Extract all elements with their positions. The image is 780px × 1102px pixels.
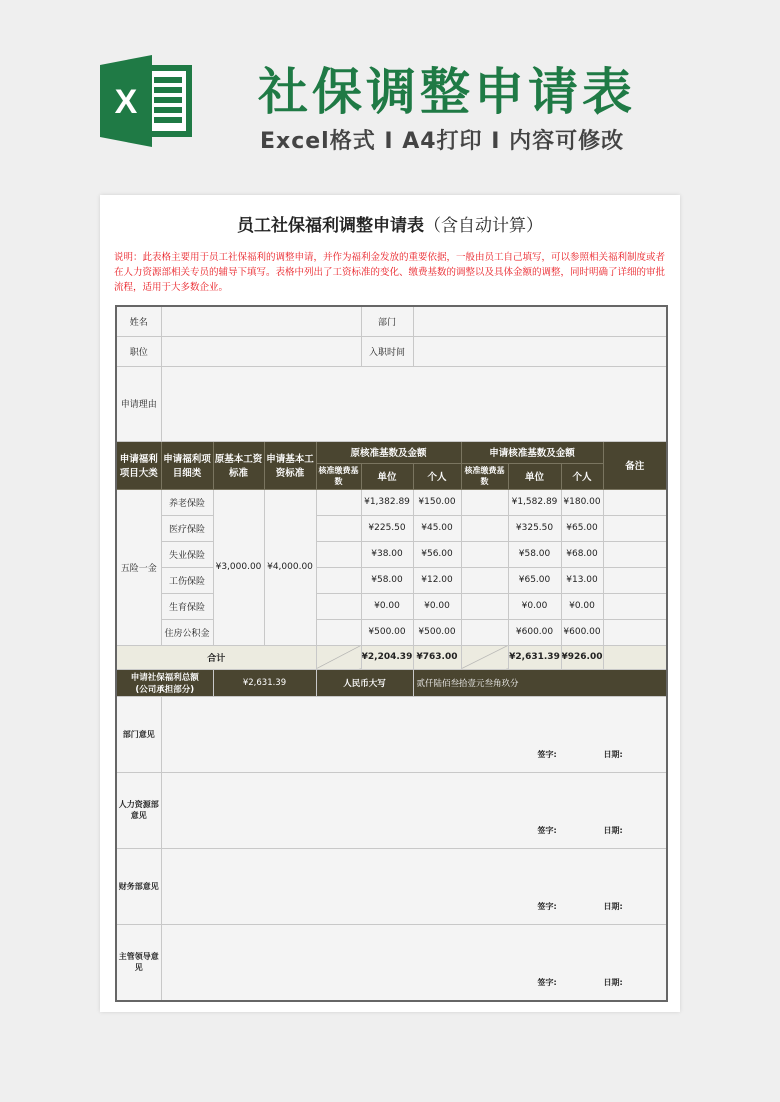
dept-field[interactable] bbox=[413, 306, 667, 336]
sign-label: 签字: bbox=[537, 901, 557, 911]
remark-cell[interactable] bbox=[603, 489, 667, 515]
banner-subtitle: Excel格式 I A4打印 I 内容可修改 bbox=[260, 129, 625, 154]
orig-unit-cell: ¥0.00 bbox=[361, 593, 413, 619]
position-label: 职位 bbox=[116, 336, 161, 366]
date-label: 日期: bbox=[603, 977, 623, 987]
new-unit-cell: ¥1,582.89 bbox=[508, 489, 561, 515]
date-label: 日期: bbox=[603, 825, 623, 835]
header-subcategory: 申请福利项目细类 bbox=[161, 441, 213, 489]
header-category: 申请福利项目大类 bbox=[116, 441, 161, 489]
total-new-unit: ¥2,631.39 bbox=[508, 645, 561, 669]
opinion-row bbox=[116, 772, 667, 848]
orig-unit-cell: ¥58.00 bbox=[361, 567, 413, 593]
item-name: 医疗保险 bbox=[161, 515, 213, 541]
total-orig-personal: ¥763.00 bbox=[413, 645, 461, 669]
total-diagonal bbox=[316, 645, 361, 669]
name-field[interactable] bbox=[161, 306, 361, 336]
new-unit-cell: ¥325.50 bbox=[508, 515, 561, 541]
table-row bbox=[116, 593, 667, 619]
opinion-field[interactable] bbox=[161, 924, 667, 1001]
doc-title: 员工社保福利调整申请表（含自动计算） bbox=[237, 216, 543, 236]
summary-value: ¥2,631.39 bbox=[213, 669, 316, 696]
date-label: 日期: bbox=[603, 749, 623, 759]
orig-unit-cell: ¥38.00 bbox=[361, 541, 413, 567]
new-personal-cell: ¥600.00 bbox=[561, 619, 603, 645]
total-label: 合计 bbox=[116, 645, 316, 669]
total-new-personal: ¥926.00 bbox=[561, 645, 603, 669]
orig-base-cell[interactable] bbox=[316, 619, 361, 645]
rmb-label: 人民币大写 bbox=[316, 669, 413, 696]
header-new-unit: 单位 bbox=[508, 463, 561, 489]
table-row bbox=[116, 567, 667, 593]
opinion-label: 财务部意见 bbox=[116, 848, 161, 924]
table-row bbox=[116, 489, 667, 515]
remark-cell[interactable] bbox=[603, 567, 667, 593]
date-label: 日期: bbox=[603, 901, 623, 911]
new-wage-cell: ¥4,000.00 bbox=[264, 489, 316, 645]
total-remark[interactable] bbox=[603, 645, 667, 669]
new-unit-cell: ¥600.00 bbox=[508, 619, 561, 645]
orig-personal-cell: ¥45.00 bbox=[413, 515, 461, 541]
orig-unit-cell: ¥500.00 bbox=[361, 619, 413, 645]
orig-personal-cell: ¥150.00 bbox=[413, 489, 461, 515]
new-personal-cell: ¥65.00 bbox=[561, 515, 603, 541]
new-base-cell[interactable] bbox=[461, 541, 508, 567]
sign-label: 签字: bbox=[537, 825, 557, 835]
banner-title: 社保调整申请表 bbox=[258, 63, 636, 121]
excel-logo bbox=[100, 55, 196, 147]
header-orig-unit: 单位 bbox=[361, 463, 413, 489]
opinion-label: 部门意见 bbox=[116, 696, 161, 772]
remark-cell[interactable] bbox=[603, 593, 667, 619]
new-personal-cell: ¥0.00 bbox=[561, 593, 603, 619]
new-base-cell[interactable] bbox=[461, 489, 508, 515]
reason-field[interactable] bbox=[161, 366, 667, 441]
opinion-row bbox=[116, 924, 667, 1001]
orig-base-cell[interactable] bbox=[316, 515, 361, 541]
item-name: 住房公积金 bbox=[161, 619, 213, 645]
header-orig-group: 原核准基数及金额 bbox=[316, 441, 461, 463]
dept-label: 部门 bbox=[361, 306, 413, 336]
new-unit-cell: ¥0.00 bbox=[508, 593, 561, 619]
sign-label: 签字: bbox=[537, 977, 557, 987]
item-name: 生育保险 bbox=[161, 593, 213, 619]
new-unit-cell: ¥65.00 bbox=[508, 567, 561, 593]
header-orig-base: 核准缴费基数 bbox=[316, 463, 361, 489]
new-base-cell[interactable] bbox=[461, 515, 508, 541]
header-orig-wage: 原基本工资标准 bbox=[213, 441, 264, 489]
orig-base-cell[interactable] bbox=[316, 541, 361, 567]
new-personal-cell: ¥13.00 bbox=[561, 567, 603, 593]
hire-date-field[interactable] bbox=[413, 336, 667, 366]
opinion-label: 主管领导意见 bbox=[116, 924, 161, 1001]
orig-unit-cell: ¥1,382.89 bbox=[361, 489, 413, 515]
position-field[interactable] bbox=[161, 336, 361, 366]
opinion-field[interactable] bbox=[161, 772, 667, 848]
new-unit-cell: ¥58.00 bbox=[508, 541, 561, 567]
sign-label: 签字: bbox=[537, 749, 557, 759]
orig-wage-cell: ¥3,000.00 bbox=[213, 489, 264, 645]
orig-base-cell[interactable] bbox=[316, 593, 361, 619]
total-diagonal bbox=[461, 645, 508, 669]
category-cell: 五险一金 bbox=[116, 489, 161, 645]
svg-text:X: X bbox=[114, 83, 138, 121]
new-base-cell[interactable] bbox=[461, 567, 508, 593]
orig-base-cell[interactable] bbox=[316, 567, 361, 593]
item-name: 失业保险 bbox=[161, 541, 213, 567]
summary-label: 申请社保福利总额 (公司承担部分) bbox=[116, 669, 213, 696]
opinion-label: 人力资源部意见 bbox=[116, 772, 161, 848]
new-personal-cell: ¥180.00 bbox=[561, 489, 603, 515]
orig-personal-cell: ¥56.00 bbox=[413, 541, 461, 567]
table-row bbox=[116, 541, 667, 567]
remark-cell[interactable] bbox=[603, 541, 667, 567]
total-orig-unit: ¥2,204.39 bbox=[361, 645, 413, 669]
header-orig-personal: 个人 bbox=[413, 463, 461, 489]
rmb-value: 贰仟陆佰叁拾壹元叁角玖分 bbox=[413, 669, 667, 696]
table-row bbox=[116, 515, 667, 541]
opinion-field[interactable] bbox=[161, 848, 667, 924]
new-base-cell[interactable] bbox=[461, 619, 508, 645]
orig-personal-cell: ¥0.00 bbox=[413, 593, 461, 619]
hire-date-label: 入职时间 bbox=[361, 336, 413, 366]
opinion-field[interactable] bbox=[161, 696, 667, 772]
document-card bbox=[100, 195, 680, 1012]
item-name: 工伤保险 bbox=[161, 567, 213, 593]
new-base-cell[interactable] bbox=[461, 593, 508, 619]
remark-cell[interactable] bbox=[603, 619, 667, 645]
reason-label: 申请理由 bbox=[116, 366, 161, 441]
table-row bbox=[116, 619, 667, 645]
name-label: 姓名 bbox=[116, 306, 161, 336]
new-personal-cell: ¥68.00 bbox=[561, 541, 603, 567]
orig-base-cell[interactable] bbox=[316, 489, 361, 515]
opinion-row bbox=[116, 848, 667, 924]
orig-unit-cell: ¥225.50 bbox=[361, 515, 413, 541]
header-new-group: 申请核准基数及金额 bbox=[461, 441, 603, 463]
remark-cell[interactable] bbox=[603, 515, 667, 541]
doc-note: 说明：此表格主要用于员工社保福利的调整申请，并作为福利金发放的重要依据，一般由员工自己填写，可以参照相关福利制度或者在人力资源部相关专员的辅导下填写。表格中列出了工资标准的变化、缴费基数的调整以及具体金额的调整，同时明确了详细的审批流程，适用于大多数企业。 bbox=[114, 252, 666, 293]
item-name: 养老保险 bbox=[161, 489, 213, 515]
application-table bbox=[115, 305, 668, 1002]
header-remark: 备注 bbox=[603, 441, 667, 489]
orig-personal-cell: ¥500.00 bbox=[413, 619, 461, 645]
header-new-personal: 个人 bbox=[561, 463, 603, 489]
orig-personal-cell: ¥12.00 bbox=[413, 567, 461, 593]
opinion-row bbox=[116, 696, 667, 772]
header-new-base: 核准缴费基数 bbox=[461, 463, 508, 489]
header-new-wage: 申请基本工资标准 bbox=[264, 441, 316, 489]
